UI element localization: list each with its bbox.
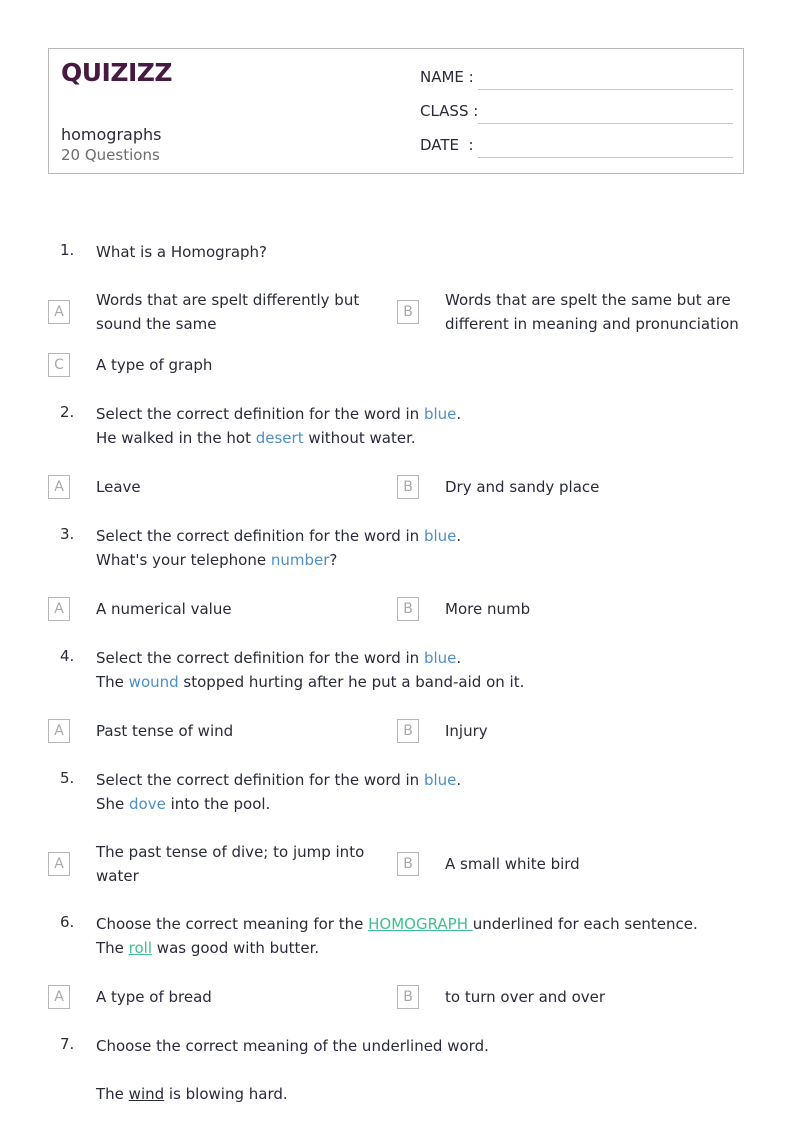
prompt-period: . — [456, 405, 462, 423]
date-line — [478, 157, 733, 158]
question-number: 1. — [60, 241, 75, 259]
sentence-post: into the pool. — [165, 795, 271, 813]
option-text: A numerical value — [96, 600, 232, 618]
sentence-post: without water. — [303, 429, 416, 447]
name-label: NAME : — [420, 68, 474, 86]
question-number: 7. — [60, 1035, 75, 1053]
question-number: 2. — [60, 403, 75, 421]
prompt-period: . — [456, 649, 462, 667]
option-letter-box: A — [48, 300, 70, 324]
sentence-post: was good with butter. — [152, 939, 320, 957]
question-text: What is a Homograph? — [96, 243, 268, 261]
option-text: Injury — [445, 722, 488, 740]
option-letter-box: B — [397, 475, 419, 499]
option-letter-box: A — [48, 719, 70, 743]
option-text: Dry and sandy place — [445, 478, 600, 496]
target-word: wound — [128, 673, 179, 691]
question-text: Choose the correct meaning of the underlined word. — [96, 1037, 489, 1055]
prompt-period: . — [456, 527, 462, 545]
option-letter-box: B — [397, 300, 419, 324]
prompt-period: . — [456, 771, 462, 789]
highlight-word: blue — [423, 649, 457, 667]
option-text: A type of graph — [96, 356, 213, 374]
class-line — [478, 123, 733, 124]
question-text — [96, 524, 736, 572]
option-letter-box: B — [397, 852, 419, 876]
option-letter-box: A — [48, 597, 70, 621]
sentence-post: ? — [329, 551, 338, 569]
question-count: 20 Questions — [61, 146, 160, 164]
option-text: Past tense of wind — [96, 722, 234, 740]
sentence-pre: The — [96, 673, 129, 691]
sentence-post: is blowing hard. — [164, 1085, 288, 1103]
target-word: dove — [129, 795, 166, 813]
prompt-text: Select the correct definition for the word in — [96, 405, 424, 423]
date-label: DATE : — [420, 136, 474, 154]
target-word: number — [270, 551, 330, 569]
target-word: desert — [255, 429, 304, 447]
worksheet-header — [48, 48, 744, 174]
option-text: Words that are spelt the same but are different in meaning and pronunciation — [445, 291, 739, 333]
question-sentence — [96, 1082, 736, 1106]
option-letter-box: B — [397, 597, 419, 621]
highlight-word: blue — [423, 527, 457, 545]
sentence-pre: She — [96, 795, 130, 813]
question-text — [96, 768, 736, 816]
sentence-pre: The — [96, 939, 129, 957]
option-text: A small white bird — [445, 855, 580, 873]
question-text — [96, 646, 736, 694]
question-number: 5. — [60, 769, 75, 787]
option-letter-box: A — [48, 852, 70, 876]
prompt-post: underlined for each sentence. — [472, 915, 698, 933]
question-text — [96, 402, 736, 450]
option-letter-box: C — [48, 353, 70, 377]
option-letter-box: B — [397, 719, 419, 743]
sentence-post: stopped hurting after he put a band-aid on it. — [178, 673, 525, 691]
quizizz-logo: QUIZIZZ — [61, 58, 173, 87]
sentence-pre: He walked in the hot — [96, 429, 256, 447]
sentence-pre: What's your telephone — [96, 551, 271, 569]
question-number: 6. — [60, 913, 75, 931]
name-line — [478, 89, 733, 90]
highlight-word: blue — [423, 405, 457, 423]
prompt-text: Select the correct definition for the word in — [96, 771, 424, 789]
option-text: to turn over and over — [445, 988, 606, 1006]
question-number: 3. — [60, 525, 75, 543]
prompt-text: Select the correct definition for the word in — [96, 649, 424, 667]
option-text: Leave — [96, 478, 141, 496]
highlight-word: blue — [423, 771, 457, 789]
option-text: A type of bread — [96, 988, 212, 1006]
option-letter-box: A — [48, 985, 70, 1009]
option-text: More numb — [445, 600, 531, 618]
target-word: wind — [128, 1085, 165, 1103]
sentence-pre: The — [96, 1085, 129, 1103]
option-letter-box: A — [48, 475, 70, 499]
target-word: roll — [128, 939, 153, 957]
question-number: 4. — [60, 647, 75, 665]
option-letter-box: B — [397, 985, 419, 1009]
option-text: Words that are spelt differently but sound the same — [96, 291, 360, 333]
question-text — [96, 912, 736, 960]
class-label: CLASS : — [420, 102, 479, 120]
prompt-text: Choose the correct meaning for the — [96, 915, 369, 933]
prompt-text: Select the correct definition for the word in — [96, 527, 424, 545]
option-text: The past tense of dive; to jump into water — [96, 843, 365, 885]
worksheet-title: homographs — [61, 125, 162, 144]
homograph-word: HOMOGRAPH — [368, 915, 473, 933]
